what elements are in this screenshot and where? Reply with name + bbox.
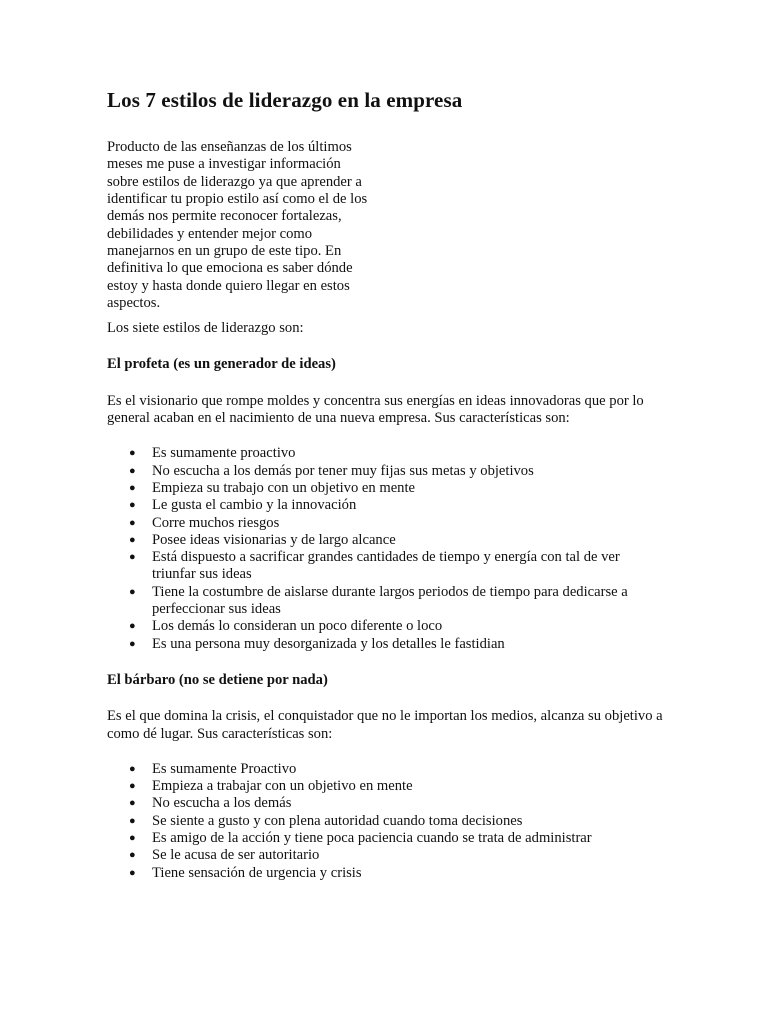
bullet-icon: ●: [129, 780, 136, 793]
section-barbaro: [107, 672, 667, 882]
list-item: ● Empieza a trabajar con un objetivo en mente: [129, 778, 413, 795]
bullet-icon: ●: [129, 637, 136, 650]
list-item: ● Es sumamente proactivo: [129, 445, 296, 462]
list-item: ● Le gusta el cambio y la innovación: [129, 497, 357, 514]
bullet-icon: ●: [129, 762, 136, 775]
intro-paragraph: Producto de las enseñanzas de los últimos meses me puse a investigar información sobre estilos de liderazgo ya que aprender a identificar tu propio estilo así como el de los demás nos permite reconocer fortalezas, debilidades y entender mejor como manejarnos en un grupo de este tipo. En definitiva lo que emociona es saber dónde estoy y hasta donde quiero llegar en estos aspectos.: [107, 139, 368, 311]
section-description: Es el visionario que rompe moldes y concentra sus energías en ideas innovadoras que por lo general acaban en el nacimiento de una nueva empresa. Sus características son:: [107, 392, 644, 427]
list-item: ● Está dispuesto a sacrificar grandes cantidades de tiempo y energía con tal de ver triunfar sus ideas: [129, 549, 620, 583]
section-heading: El profeta (es un generador de ideas): [107, 356, 336, 373]
document-title: Los 7 estilos de liderazgo en la empresa: [107, 88, 463, 112]
bullet-icon: ●: [129, 849, 136, 862]
characteristics-list: [107, 761, 667, 882]
list-item: ● Se le acusa de ser autoritario: [129, 847, 320, 864]
list-item: ● Corre muchos riesgos: [129, 514, 280, 531]
list-item: ● Posee ideas visionarias y de largo alcance: [129, 531, 396, 548]
bullet-icon: ●: [129, 481, 136, 494]
list-item: ● Se siente a gusto y con plena autoridad cuando toma decisiones: [129, 812, 523, 829]
characteristics-list: [107, 445, 667, 653]
list-item: ● No escucha a los demás: [129, 795, 292, 812]
bullet-icon: ●: [129, 814, 136, 827]
bullet-icon: ●: [129, 866, 136, 879]
lead-paragraph: Los siete estilos de liderazgo son:: [107, 320, 304, 337]
bullet-icon: ●: [129, 464, 136, 477]
section-heading: El bárbaro (no se detiene por nada): [107, 671, 328, 688]
bullet-icon: ●: [129, 533, 136, 546]
bullet-icon: ●: [129, 831, 136, 844]
list-item: ● Tiene la costumbre de aislarse durante largos periodos de tiempo para dedicarse a perfeccionar sus ideas: [129, 583, 628, 618]
list-item: ● Es sumamente Proactivo: [129, 760, 297, 777]
bullet-icon: ●: [129, 447, 136, 460]
bullet-icon: ●: [129, 620, 136, 633]
list-item: ● Los demás lo consideran un poco diferente o loco: [129, 618, 443, 635]
bullet-icon: ●: [129, 797, 136, 810]
section-profeta: [107, 356, 667, 652]
list-item: ● Es amigo de la acción y tiene poca paciencia cuando se trata de administrar: [129, 829, 592, 846]
document-page: [107, 88, 667, 901]
section-description: Es el que domina la crisis, el conquistador que no le importan los medios, alcanza su objetivo a como dé lugar. Sus características son:: [107, 708, 663, 742]
list-item: ● Tiene sensación de urgencia y crisis: [129, 864, 362, 881]
list-item: ● Es una persona muy desorganizada y los detalles le fastidian: [129, 635, 505, 652]
bullet-icon: ●: [129, 551, 136, 564]
bullet-icon: ●: [129, 516, 136, 529]
list-item: ● Empieza su trabajo con un objetivo en mente: [129, 479, 416, 496]
bullet-icon: ●: [129, 499, 136, 512]
list-item: ● No escucha a los demás por tener muy fijas sus metas y objetivos: [129, 462, 534, 479]
bullet-icon: ●: [129, 585, 136, 598]
